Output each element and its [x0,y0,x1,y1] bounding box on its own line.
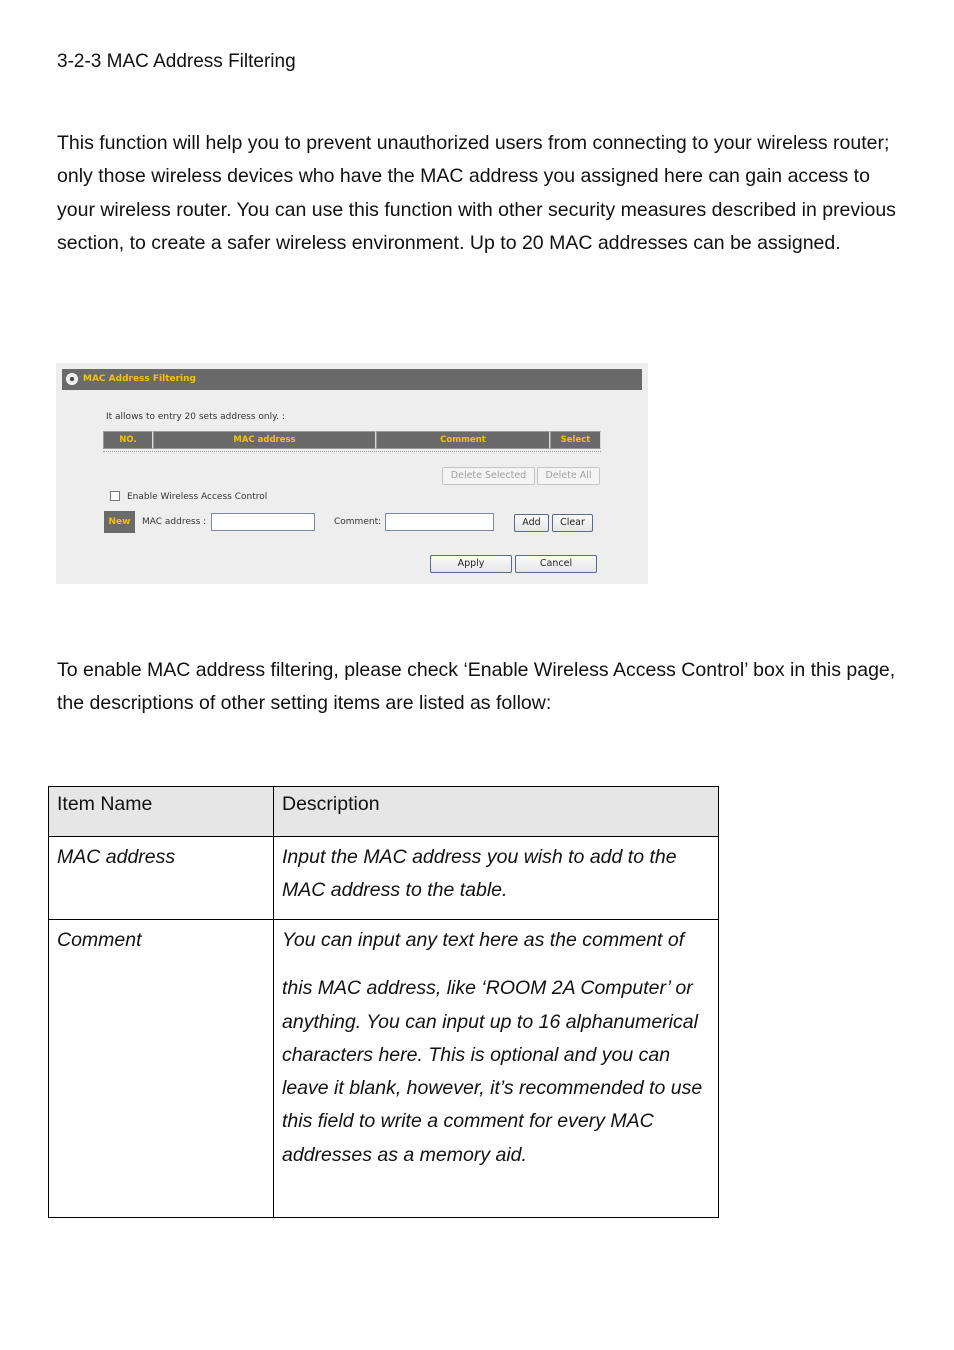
description-cell: Input the MAC address you wish to add to the MAC address to the table. [274,837,719,920]
mac-address-input[interactable] [211,513,315,531]
header-description: Description [274,787,719,837]
add-button[interactable]: Add [514,514,549,532]
delete-selected-button[interactable]: Delete Selected [442,467,535,485]
mac-address-label: MAC address : [142,517,207,527]
comment-input[interactable] [385,513,494,531]
description-cell [274,920,719,1218]
bullet-icon [66,373,78,385]
enable-access-control-label: Enable Wireless Access Control [127,492,268,502]
panel-title: MAC Address Filtering [83,374,196,384]
description-first-line: You can input any text here as the comment of [282,929,685,951]
cancel-button[interactable]: Cancel [515,555,597,573]
column-no: NO. [103,431,153,449]
body-paragraph: To enable MAC address filtering, please check ‘Enable Wireless Access Control’ box in this page, the descriptions of other setting items are listed as follow: [57,659,896,715]
description-rest: this MAC address, like ‘ROOM 2A Computer’ or anything. You can input up to 16 alphanumerical characters here. This is optional and you can leave it blank, however, it’s recommended to use this field to write a comment for every MAC addresses as a memory aid. [282,977,703,1166]
header-item-name: Item Name [49,787,274,837]
table-divider [103,451,601,452]
router-screenshot [56,363,648,584]
enable-access-control-checkbox[interactable] [110,491,120,501]
intro-paragraph: This function will help you to prevent unauthorized users from connecting to your wireless router; only those wireless devices who have the MAC address you assigned here can gain access to your wireless router. You can use this function with other security measures described in previous section, to create a safer wireless environment. Up to 20 MAC addresses can be assigned. [57,132,896,254]
column-comment: Comment [376,431,550,449]
clear-button[interactable]: Clear [552,514,593,532]
table-row [49,920,719,1218]
delete-all-button[interactable]: Delete All [537,467,600,485]
column-mac-address: MAC address [153,431,376,449]
comment-label: Comment: [334,517,382,527]
section-heading: 3-2-3 MAC Address Filtering [57,51,296,72]
mac-table-header [103,431,601,449]
entry-limit-note: It allows to entry 20 sets address only. : [106,412,285,422]
table-row [49,837,719,920]
settings-description-table [48,786,719,1218]
column-select: Select [550,431,601,449]
table-header-row [49,787,719,837]
item-name-cell: Comment [49,920,274,1218]
item-name-cell: MAC address [49,837,274,920]
new-entry-badge: New [104,511,135,533]
panel-title-bar [62,369,642,390]
apply-button[interactable]: Apply [430,555,512,573]
